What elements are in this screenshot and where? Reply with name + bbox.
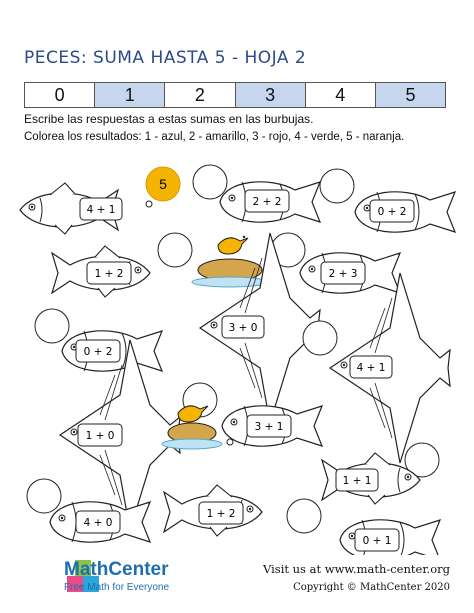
fish-sum-text: 2 + 2	[252, 196, 282, 208]
answer-bubble[interactable]	[35, 309, 69, 343]
copyright-text: Copyright © MathCenter 2020	[293, 582, 450, 593]
answer-bubble[interactable]	[193, 165, 227, 199]
fish-worksheet	[0, 150, 474, 555]
number-line-cell: 4	[305, 83, 375, 107]
page-title: PECES: SUMA HASTA 5 - HOJA 2	[24, 48, 307, 68]
fish-sum-text: 0 + 2	[377, 206, 407, 218]
brand-name: MathCenter	[64, 559, 169, 580]
fish-sum-text: 1 + 1	[342, 475, 372, 487]
number-line-cell: 1	[94, 83, 164, 107]
number-line-cell: 2	[164, 83, 234, 107]
answer-bubble[interactable]	[320, 169, 354, 203]
bubble-dot	[146, 201, 152, 207]
fish-sum-text: 1 + 2	[206, 508, 236, 520]
fish-sum-text: 0 + 1	[362, 535, 392, 547]
island-with-bird	[192, 236, 268, 287]
brand-tagline: Free Math for Everyone	[64, 582, 170, 593]
number-line	[24, 82, 446, 108]
answer-bubble[interactable]	[158, 233, 192, 267]
answer-bubble[interactable]	[287, 499, 321, 533]
fish-sum-text: 1 + 0	[85, 430, 115, 442]
answer-bubble-example-text: 5	[159, 176, 167, 192]
answer-bubble[interactable]	[303, 321, 337, 355]
instruction-text: Escribe las respuestas a estas sumas en las burbujas.	[24, 112, 314, 126]
fish-sum-text: 0 + 2	[83, 346, 113, 358]
fish-sum-text: 3 + 1	[254, 421, 284, 433]
fish-sum-text: 4 + 0	[83, 517, 113, 529]
number-line-cell: 5	[375, 83, 445, 107]
fish-sum-text: 1 + 2	[94, 268, 124, 280]
fish-sum-text: 4 + 1	[86, 204, 116, 216]
answer-bubble[interactable]	[27, 479, 61, 513]
fish-sum-text: 3 + 0	[228, 322, 258, 334]
number-line-cell: 3	[235, 83, 305, 107]
website-link[interactable]: Visit us at www.math-center.org	[263, 562, 450, 576]
bubble-dot	[227, 439, 233, 445]
fish-sum-text: 4 + 1	[356, 362, 386, 374]
coloring-instruction-text: Colorea los resultados: 1 - azul, 2 - amarillo, 3 - rojo, 4 - verde, 5 - naranja.	[24, 131, 405, 143]
fish-sum-text: 2 + 3	[328, 268, 358, 280]
number-line-cell: 0	[25, 83, 94, 107]
